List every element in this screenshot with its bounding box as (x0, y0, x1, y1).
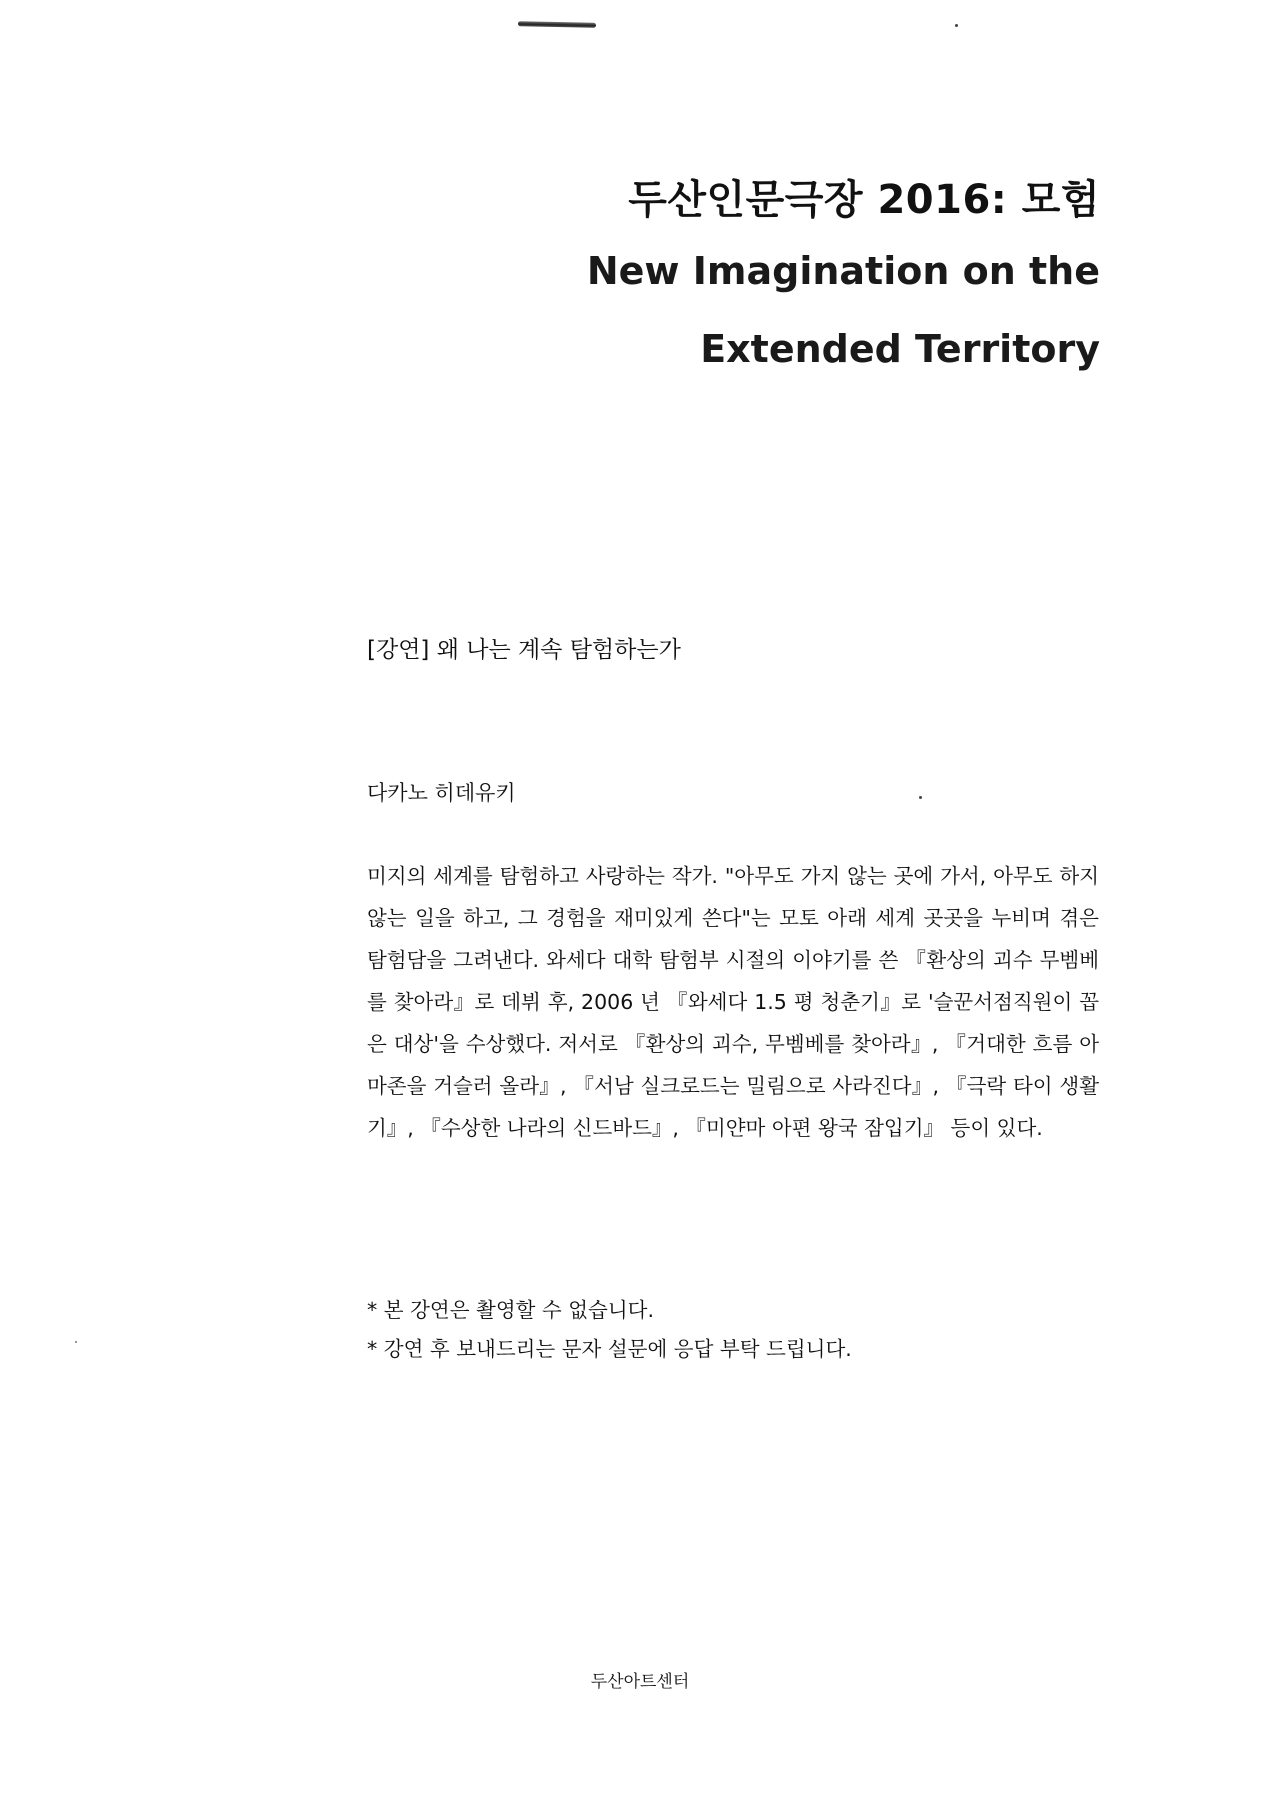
notice-survey: * 강연 후 보내드리는 문자 설문에 응답 부탁 드립니다. (367, 1337, 852, 1361)
program-subtitle-line-1: New Imagination on the (586, 249, 1100, 293)
program-title: 두산인문극장 2016: 모험 (628, 177, 1100, 223)
footer-organization: 두산아트센터 (590, 1672, 690, 1692)
notice-no-filming: * 본 강연은 촬영할 수 없습니다. (367, 1298, 654, 1322)
speaker-bio: 미지의 세계를 탐험하고 사랑하는 작가. "아무도 가지 않는 곳에 가서, 아무도 하지 않는 일을 하고, 그 경험을 재미있게 쓴다"는 모토 아래 세계 곳곳을 누비며 겪은 탐험담을 그려낸다. 와세다 대학 탐험부 시절의 이야기를 쓴 『환상의 괴수 무벰베를 찾아라』로 데뷔 후, 2006 년 『와세다 1.5 평 청춘기』로 '슬꾼서점직원이 꼽은 대상'을 수상했다. 저서로 『환상의 괴수, 무벰베를 찾아라』, 『거대한 흐름 아마존을 거슬러 올라』, 『서남 실크로드는 밀림으로 사라진다』, 『극락 타이 생활기』, 『수상한 나라의 신드바드』, 『미얀마 아편 왕국 잠입기』 등이 있다. (367, 864, 1099, 1140)
notice-list (367, 1291, 852, 1369)
page-header (400, 168, 1100, 388)
scan-speck (919, 796, 922, 799)
staple-mark (518, 21, 596, 28)
speaker-name: 다카노 히데유키 (367, 781, 516, 805)
lecture-title: [강연] 왜 나는 계속 탐험하는가 (367, 637, 681, 663)
scan-speck (75, 1341, 77, 1343)
program-subtitle-line-2: Extended Territory (700, 327, 1100, 371)
scan-speck (955, 24, 958, 27)
